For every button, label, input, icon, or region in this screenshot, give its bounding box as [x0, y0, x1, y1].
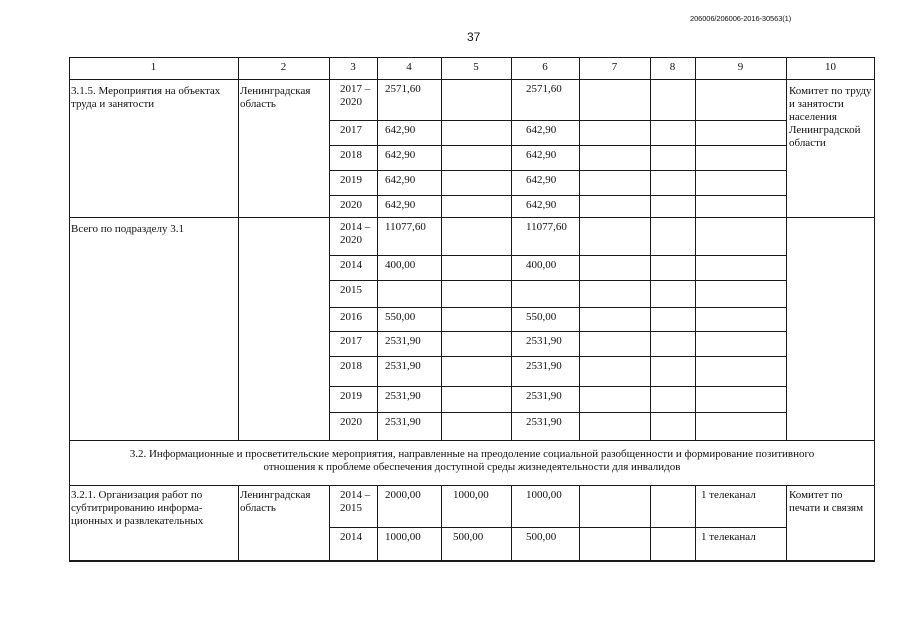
table-hline: [329, 120, 786, 121]
table-hline: [329, 170, 786, 171]
table-vline: [786, 217, 787, 440]
amount-regional: 1000,00: [526, 489, 562, 501]
column-header-1: 1: [150, 61, 157, 73]
amount-federal: 500,00: [453, 531, 484, 543]
amount-total: 2531,90: [385, 335, 421, 347]
amount-total: 2000,00: [385, 489, 421, 501]
document-id: 206006/206006-2016-30563(1): [690, 14, 792, 23]
column-header-8: 8: [669, 61, 676, 73]
table-hline: [329, 280, 786, 281]
table-vline: [695, 79, 696, 217]
table-hline: [329, 195, 786, 196]
amount-regional: 2531,90: [526, 360, 562, 372]
amount-total: 642,90: [385, 124, 416, 136]
table-hline: [69, 79, 875, 80]
table-hline: [329, 255, 786, 256]
amount-regional: 642,90: [526, 199, 557, 211]
amount-regional: 642,90: [526, 174, 557, 186]
column-header-5: 5: [473, 61, 479, 73]
amount-regional: 2531,90: [526, 390, 562, 402]
year-cell: 2018: [340, 149, 362, 161]
amount-total: 11077,60: [385, 221, 426, 233]
table-vline: [377, 217, 378, 440]
amount-regional: 2571,60: [526, 83, 562, 95]
table-vline: [441, 217, 442, 440]
amount-total: 642,90: [385, 199, 416, 211]
table-hline: [329, 527, 786, 528]
column-header-4: 4: [406, 61, 412, 73]
table-vline: [650, 485, 651, 561]
table-vline: [579, 79, 580, 217]
amount-regional: 2531,90: [526, 416, 562, 428]
column-header-7: 7: [611, 61, 618, 73]
executor-name: Комитет по печати и связям: [789, 489, 864, 514]
year-cell: 2019: [340, 390, 362, 402]
measure-name: 3.1.5. Мероприятия на объектах труда и занятости: [71, 85, 221, 110]
table-hline: [69, 440, 875, 441]
table-vline: [238, 217, 239, 440]
table-hline: [69, 485, 875, 486]
amount-regional: 550,00: [526, 311, 557, 323]
year-cell: 2017: [340, 335, 362, 347]
table-hline: [329, 307, 786, 308]
table-hline: [69, 561, 875, 562]
year-cell: 2014 – 2015: [340, 489, 371, 514]
table-hline: [69, 217, 875, 218]
table-vline: [238, 485, 239, 561]
column-header-6: 6: [542, 61, 548, 73]
year-cell: 2014: [340, 259, 362, 271]
budget-table: [69, 57, 875, 561]
column-header-3: 3: [350, 61, 356, 73]
column-header-9: 9: [737, 61, 744, 73]
table-vline: [695, 485, 696, 561]
region-name: Ленинградская область: [240, 85, 311, 110]
indicator-cell: 1 телеканал: [701, 489, 756, 501]
page-number: 37: [467, 30, 481, 44]
table-hline: [329, 145, 786, 146]
amount-federal: 1000,00: [453, 489, 489, 501]
amount-total: 2531,90: [385, 360, 421, 372]
table-vline: [511, 217, 512, 440]
amount-total: 1000,00: [385, 531, 421, 543]
amount-total: 550,00: [385, 311, 416, 323]
amount-regional: 642,90: [526, 124, 557, 136]
table-vline: [511, 79, 512, 217]
executor-name: Комитет по труду и занятости населения Ленинградской области: [789, 85, 872, 149]
table-hline: [329, 386, 786, 387]
amount-regional: 2531,90: [526, 335, 562, 347]
column-header-2: 2: [280, 61, 287, 73]
amount-total: 642,90: [385, 149, 416, 161]
subtotal-label: Всего по подразделу 3.1: [71, 223, 185, 235]
table-vline: [329, 217, 330, 440]
amount-total: 642,90: [385, 174, 416, 186]
table-vline: [650, 217, 651, 440]
table-vline: [579, 217, 580, 440]
amount-total: 2531,90: [385, 390, 421, 402]
table-vline: [441, 79, 442, 217]
year-cell: 2017 – 2020: [340, 83, 371, 108]
amount-regional: 11077,60: [526, 221, 567, 233]
table-hline: [329, 331, 786, 332]
year-cell: 2017: [340, 124, 362, 136]
table-hline: [329, 356, 786, 357]
indicator-cell: 1 телеканал: [701, 531, 756, 543]
amount-regional: 500,00: [526, 531, 557, 543]
table-vline: [238, 79, 239, 217]
year-cell: 2020: [340, 199, 362, 211]
table-vline: [329, 79, 330, 217]
region-name: Ленинградская область: [240, 489, 311, 514]
table-vline: [329, 485, 330, 561]
year-cell: 2014 – 2020: [340, 221, 371, 246]
table-hline: [69, 57, 875, 58]
section-heading: 3.2. Информационные и просветительские мероприятия, направленные на преодоление социальной разобщенности и формирование позитивного отношения к проблеме обеспечения доступной среды жизнедеятельности для инвалидов: [129, 448, 815, 473]
year-cell: 2019: [340, 174, 362, 186]
amount-regional: 642,90: [526, 149, 557, 161]
amount-total: 2571,60: [385, 83, 421, 95]
amount-total: 2531,90: [385, 416, 421, 428]
year-cell: 2020: [340, 416, 362, 428]
table-vline: [786, 79, 787, 217]
year-cell: 2016: [340, 311, 362, 323]
table-vline: [695, 217, 696, 440]
year-cell: 2014: [340, 531, 362, 543]
table-vline: [650, 79, 651, 217]
table-hline: [329, 412, 786, 413]
amount-total: 400,00: [385, 259, 416, 271]
year-cell: 2015: [340, 284, 362, 296]
year-cell: 2018: [340, 360, 362, 372]
column-header-10: 10: [825, 61, 836, 73]
measure-name: 3.2.1. Организация работ по субтитрированию информа- ционных и развлекательных: [71, 489, 204, 527]
amount-regional: 400,00: [526, 259, 557, 271]
